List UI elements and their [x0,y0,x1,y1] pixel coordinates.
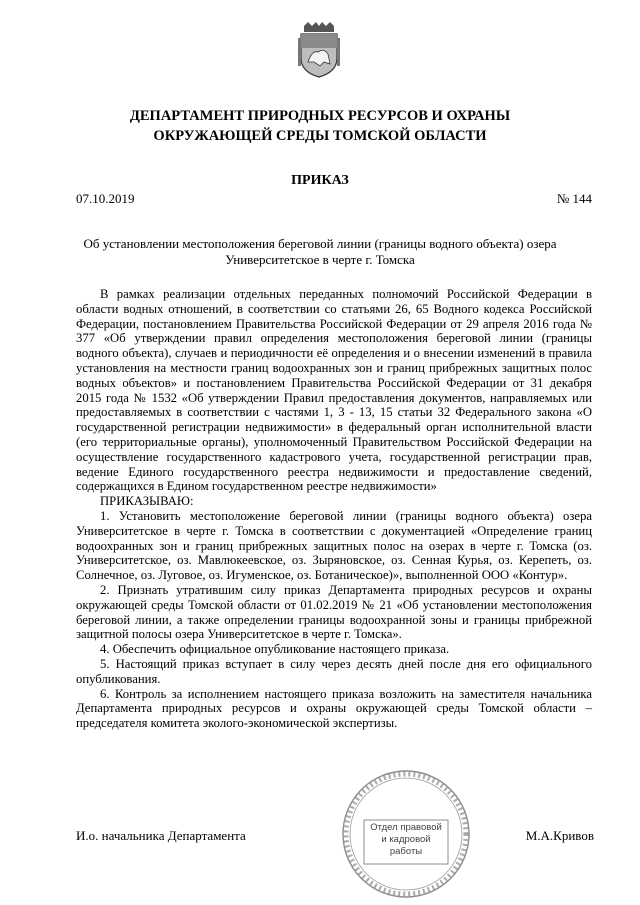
stamp-label [366,822,446,858]
order-item-2: 2. Признать утратившим силу приказ Департамента природных ресурсов и охраны окружающей среды Томской области от 01.02.2019 № 21 «Об установлении местоположения береговой линии, а также определении границы водоохранной зоны и границы прибрежной защитной полосы озера Университетское в черте г. Томска». [76,582,592,642]
stamp-line-1: Отдел правовой [370,822,442,833]
order-word: ПРИКАЗЫВАЮ: [100,494,194,509]
stamp-line-2: и кадровой [381,834,431,845]
document-date: 07.10.2019 [76,191,135,206]
order-item-5: 5. Настоящий приказ вступает в силу через десять дней после дня его официального опубликования. [76,656,592,686]
organization-name [60,106,580,146]
signatory-position: И.о. начальника Департамента [76,828,246,843]
organization-line-2: ОКРУЖАЮЩЕЙ СРЕДЫ ТОМСКОЙ ОБЛАСТИ [153,128,487,144]
stamp-line-3: работы [389,846,423,857]
order-item-6: 6. Контроль за исполнением настоящего приказа возложить на заместителя начальника Департамента природных ресурсов и охраны окружающей среды Томской области – председателя комитета эколого-экономической экспертизы. [76,686,592,731]
signatory-name: М.А.Кривов [525,828,594,843]
organization-line-1: ДЕПАРТАМЕНТ ПРИРОДНЫХ РЕСУРСОВ И ОХРАНЫ [129,108,511,124]
document-body [76,287,592,731]
order-item-1: 1. Установить местоположение береговой линии (границы водного объекта) озера Университетское в черте г. Томска в соответствии с документацией «Определение границ водоохранных зон и границ прибрежных защитных полос на озерах в черте г. Томска (оз. Университетское, оз. Мавлюкеевское, оз. Зыряновское, оз. Сенная Курья, оз. Керепеть, оз. Солнечное, оз. Луговое, оз. Игуменское, оз. Ботаническое)», выполненной ООО «Контур». [76,508,592,583]
tomsk-coat-of-arms-icon [298,22,340,78]
subject-line-1: Об установлении местоположения береговой линии (границы водного объекта) озера [83,236,557,251]
preamble-paragraph: В рамках реализации отдельных переданных полномочий Российской Федерации в области водных отношений, в соответствии со статьями 26, 65 Водного кодекса Российской Федерации, постановлением Правительства Российской Федерации от 29 апреля 2016 года № 377 «Об утверждении правил определения местоположения береговой линии (границы водного объекта), случаев и периодичности её определения и о внесении изменений в правила установления на местности границ водоохранных зон и границ прибрежных защитных полос водных объектов» и постановлением Правительства Российской Федерации от 31 декабря 2015 года № 1532 «Об утверждении Правил предоставления документов, направляемых или предоставляемых в соответствии с частями 1, 3 - 13, 15 статьи 32 Федерального закона «О государственной регистрации недвижимости» в федеральный орган исполнительной власти (его территориальные органы), уполномоченный Правительством Российской Федерации на осуществление государственного кадастрового учета, государственной регистрации прав, ведение Единого государственного реестра недвижимости и предоставление сведений, содержащихся в Едином государственном реестре недвижимости» [76,287,592,494]
document-number: № 144 [556,191,592,206]
order-item-4: 4. Обеспечить официальное опубликование настоящего приказа. [100,642,450,657]
document-type: ПРИКАЗ [291,173,349,188]
subject-line-2: Университетское в черте г. Томска [225,252,415,267]
document-subject [70,236,570,268]
